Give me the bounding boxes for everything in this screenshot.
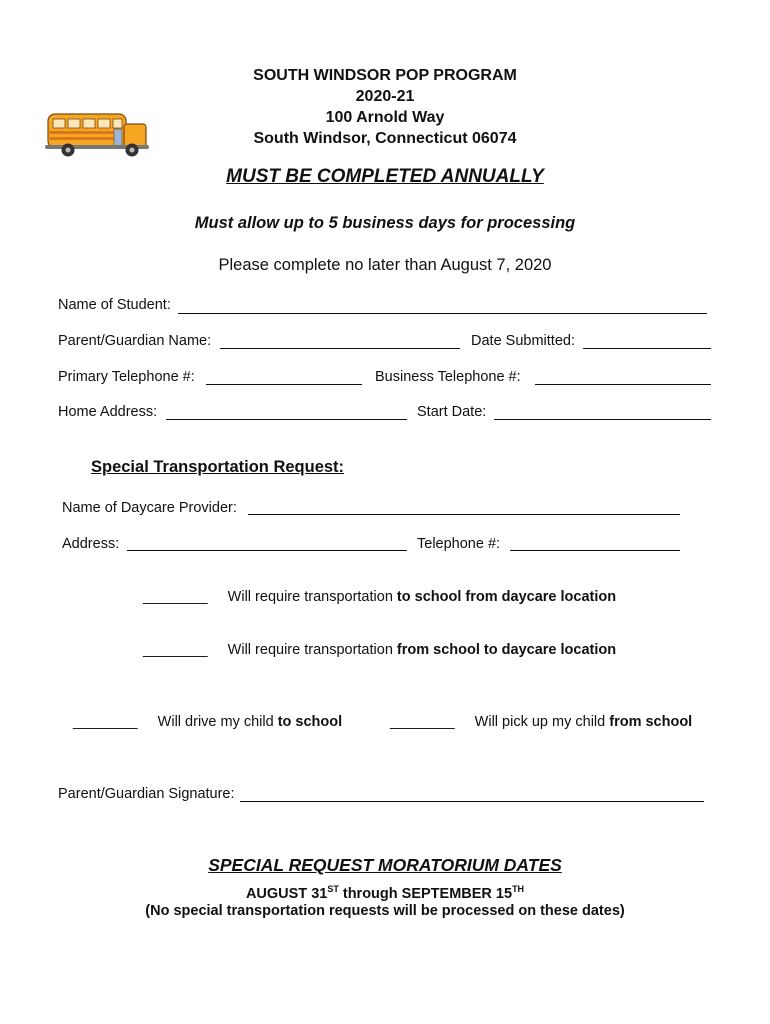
- option-text-bold: to school: [277, 714, 343, 730]
- option-text-bold: to school from daycare location: [396, 589, 617, 605]
- city-address: South Windsor, Connecticut 06074: [253, 130, 517, 147]
- annual-notice: MUST BE COMPLETED ANNUALLY: [226, 166, 544, 187]
- to-school-from-daycare-option[interactable]: [143, 589, 616, 605]
- student-name-field[interactable]: [178, 313, 707, 314]
- home-address-label: Home Address:: [58, 404, 158, 420]
- option-blank[interactable]: ________: [143, 642, 208, 658]
- option-blank[interactable]: ________: [73, 714, 138, 730]
- street-address: 100 Arnold Way: [325, 109, 445, 126]
- program-year: 2020-21: [355, 88, 415, 105]
- daycare-provider-label: Name of Daycare Provider:: [62, 500, 237, 516]
- primary-phone-label: Primary Telephone #:: [58, 369, 195, 385]
- signature-label: Parent/Guardian Signature:: [58, 786, 235, 802]
- moratorium-start-sup: ST: [327, 884, 339, 894]
- daycare-provider-field[interactable]: [248, 514, 680, 515]
- daycare-address-field[interactable]: [127, 550, 407, 551]
- pickup-from-school-option[interactable]: [390, 714, 692, 730]
- option-text: Will pick up my child: [474, 714, 606, 730]
- daycare-telephone-label: Telephone #:: [417, 536, 501, 552]
- business-phone-field[interactable]: [535, 384, 711, 385]
- option-text-bold: from school to daycare location: [396, 642, 617, 658]
- option-text: Will drive my child: [157, 714, 274, 730]
- moratorium-start: AUGUST 31: [245, 886, 328, 902]
- start-date-label: Start Date:: [417, 404, 487, 420]
- business-phone-label: Business Telephone #:: [375, 369, 521, 385]
- processing-notice: Must allow up to 5 business days for processing: [194, 214, 576, 232]
- daycare-address-label: Address:: [62, 536, 120, 552]
- moratorium-dates: [0, 884, 770, 902]
- moratorium-middle: through SEPTEMBER 15: [342, 886, 513, 902]
- special-request-heading: Special Transportation Request:: [91, 458, 345, 476]
- date-submitted-label: Date Submitted:: [471, 333, 575, 349]
- home-address-field[interactable]: [166, 419, 407, 420]
- from-school-to-daycare-option[interactable]: [143, 642, 616, 658]
- guardian-name-label: Parent/Guardian Name:: [58, 333, 212, 349]
- option-text: Will require transportation: [227, 642, 393, 658]
- option-text: Will require transportation: [227, 589, 393, 605]
- moratorium-note: (No special transportation requests will be processed on these dates): [145, 903, 625, 919]
- moratorium-heading: SPECIAL REQUEST MORATORIUM DATES: [208, 855, 562, 875]
- guardian-name-field[interactable]: [220, 348, 460, 349]
- signature-field[interactable]: [240, 801, 704, 802]
- start-date-field[interactable]: [494, 419, 711, 420]
- option-text-bold: from school: [609, 714, 693, 730]
- drive-to-school-option[interactable]: [73, 714, 342, 730]
- date-submitted-field[interactable]: [583, 348, 711, 349]
- option-blank[interactable]: ________: [143, 589, 208, 605]
- student-name-label: Name of Student:: [58, 297, 171, 313]
- option-blank[interactable]: ________: [390, 714, 455, 730]
- daycare-telephone-field[interactable]: [510, 550, 680, 551]
- primary-phone-field[interactable]: [206, 384, 362, 385]
- program-name: SOUTH WINDSOR POP PROGRAM: [253, 67, 517, 84]
- moratorium-end-sup: TH: [512, 884, 525, 894]
- deadline-notice: Please complete no later than August 7, 2020: [218, 256, 552, 274]
